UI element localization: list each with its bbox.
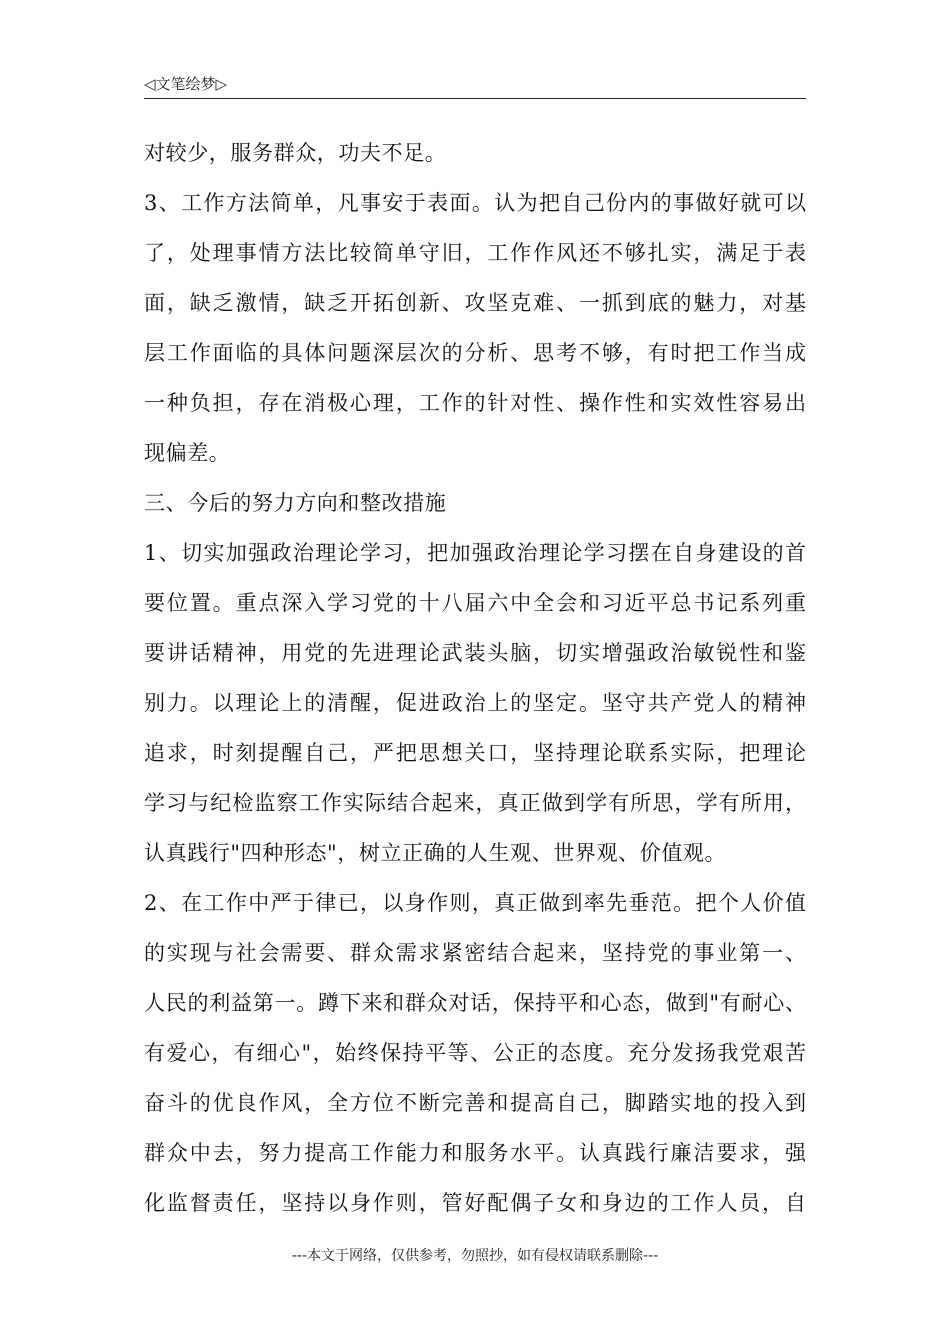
text-line: 2、在工作中严于律已，以身作则，真正做到率先垂范。把个人价值	[144, 891, 806, 915]
text-line: 了，处理事情方法比较简单守旧，工作作风还不够扎实，满足于表	[144, 241, 806, 265]
text-line: 人民的利益第一。蹲下来和群众对话，保持平和心态，做到"有耐心、	[144, 991, 806, 1015]
page-header	[144, 74, 806, 99]
text-line: 面，缺乏激情，缺乏开拓创新、攻坚克难、一抓到底的魅力，对基	[144, 291, 806, 315]
text-line: 追求，时刻提醒自己，严把思想关口，坚持理论联系实际，把理论	[144, 741, 806, 765]
text-line: 的实现与社会需要、群众需求紧密结合起来，坚持党的事业第一、	[144, 941, 806, 965]
text-line: 要位置。重点深入学习党的十八届六中全会和习近平总书记系列重	[144, 591, 806, 615]
page-footer: ---本文于网络，仅供参考，勿照抄，如有侵权请联系删除---	[291, 1248, 659, 1264]
document-body	[144, 128, 806, 1228]
text-line: 对较少，服务群众，功夫不足。	[144, 141, 447, 165]
text-line: 学习与纪检监察工作实际结合起来，真正做到学有所思，学有所用，	[144, 791, 806, 815]
text-line: 要讲话精神，用党的先进理论武装头脑，切实增强政治敏锐性和鉴	[144, 641, 806, 665]
text-line: 认真践行"四种形态"，树立正确的人生观、世界观、价值观。	[144, 841, 727, 865]
header-title: ◁文笔绘梦▷	[144, 75, 228, 93]
text-line: 群众中去，努力提高工作能力和服务水平。认真践行廉洁要求，强	[144, 1141, 806, 1165]
text-line: 化监督责任，坚持以身作则，管好配偶子女和身边的工作人员，自	[144, 1191, 806, 1215]
text-line: 层工作面临的具体问题深层次的分析、思考不够，有时把工作当成	[144, 341, 806, 365]
text-line: 奋斗的优良作风，全方位不断完善和提高自己，脚踏实地的投入到	[144, 1091, 806, 1115]
section-heading: 三、今后的努力方向和整改措施	[144, 491, 447, 515]
text-line: 一种负担，存在消极心理，工作的针对性、操作性和实效性容易出	[144, 391, 806, 415]
text-line: 别力。以理论上的清醒，促进政治上的坚定。坚守共产党人的精神	[144, 691, 806, 715]
text-line: 有爱心，有细心"，始终保持平等、公正的态度。充分发扬我党艰苦	[144, 1041, 806, 1065]
text-line: 3、工作方法简单，凡事安于表面。认为把自己份内的事做好就可以	[144, 191, 806, 215]
text-line: 现偏差。	[144, 441, 231, 465]
text-line: 1、切实加强政治理论学习，把加强政治理论学习摆在自身建设的首	[144, 541, 806, 565]
